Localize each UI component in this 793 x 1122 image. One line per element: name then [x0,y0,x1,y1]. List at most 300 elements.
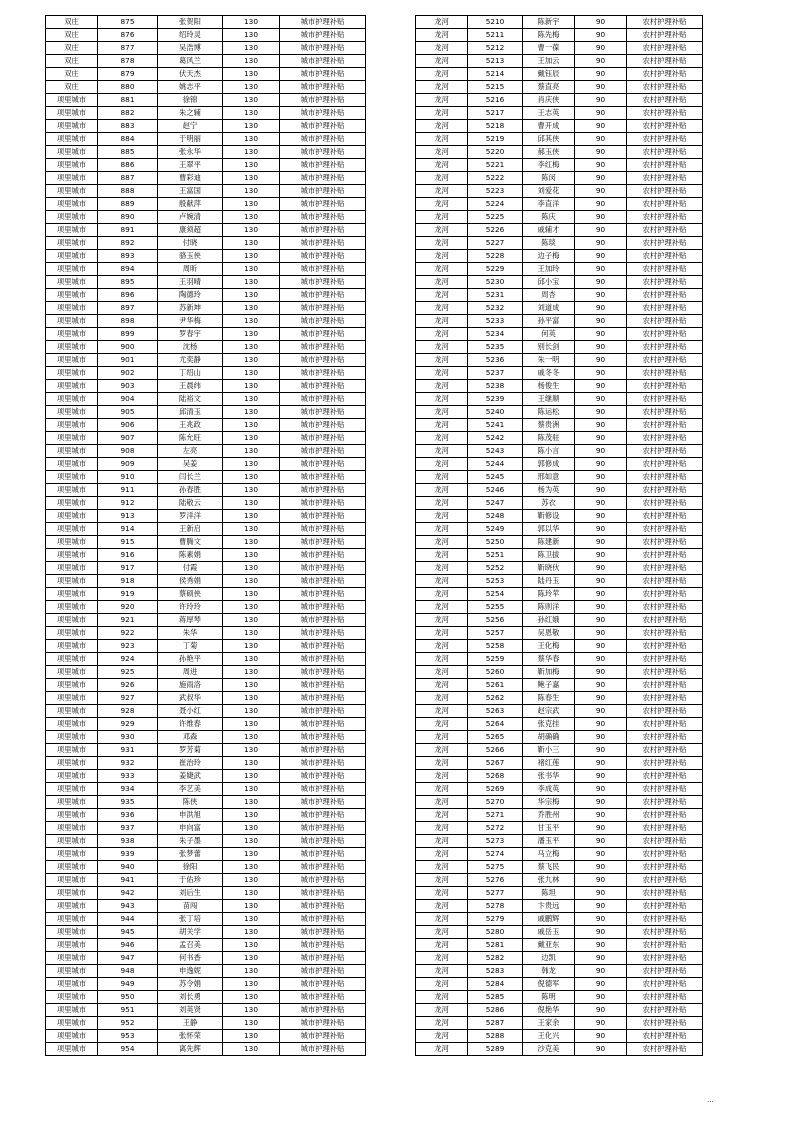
name-cell: 蔡直亮 [523,81,575,94]
town-cell: 龙河 [416,965,468,978]
type-cell: 城市护理补贴 [280,1030,366,1043]
type-cell: 城市护理补贴 [280,302,366,315]
name-cell: 刘英贤 [158,1004,223,1017]
number-cell: 5214 [468,68,523,81]
name-cell: 王富国 [158,185,223,198]
name-cell: 王加云 [523,55,575,68]
town-cell: 龙河 [416,731,468,744]
table-row [46,991,366,1004]
amount-cell: 130 [223,458,280,471]
town-cell: 项里城市 [46,432,98,445]
town-cell: 项里城市 [46,367,98,380]
town-cell: 项里城市 [46,666,98,679]
table-row [416,172,703,185]
type-cell: 城市护理补贴 [280,640,366,653]
table-row [46,939,366,952]
number-cell: 5241 [468,419,523,432]
name-cell: 绍玲灵 [158,29,223,42]
type-cell: 城市护理补贴 [280,406,366,419]
name-cell: 倪艳华 [523,1004,575,1017]
table-row [46,263,366,276]
name-cell: 靳修设 [523,510,575,523]
type-cell: 城市护理补贴 [280,250,366,263]
number-cell: 5218 [468,120,523,133]
name-cell: 罗芳菊 [158,744,223,757]
amount-cell: 130 [223,445,280,458]
number-cell: 5284 [468,978,523,991]
name-cell: 康须超 [158,224,223,237]
amount-cell: 90 [575,133,627,146]
amount-cell: 130 [223,198,280,211]
town-cell: 项里城市 [46,107,98,120]
town-cell: 项里城市 [46,744,98,757]
name-cell: 郭以华 [523,523,575,536]
table-row [46,601,366,614]
town-cell: 项里城市 [46,822,98,835]
name-cell: 陈玲苹 [523,588,575,601]
table-row [46,1043,366,1056]
type-cell: 城市护理补贴 [280,887,366,900]
amount-cell: 130 [223,224,280,237]
table-row [416,302,703,315]
name-cell: 侯秀娟 [158,575,223,588]
right-table [415,15,703,1056]
number-cell: 5285 [468,991,523,1004]
town-cell: 项里城市 [46,172,98,185]
town-cell: 项里城市 [46,913,98,926]
name-cell: 卞贵远 [523,900,575,913]
type-cell: 农村护理补贴 [627,848,703,861]
name-cell: 陈庆 [523,211,575,224]
town-cell: 龙河 [416,835,468,848]
amount-cell: 130 [223,549,280,562]
town-cell: 项里城市 [46,692,98,705]
number-cell: 931 [98,744,158,757]
name-cell: 乔胜州 [523,809,575,822]
number-cell: 950 [98,991,158,1004]
name-cell: 徐阳 [158,861,223,874]
amount-cell: 90 [575,458,627,471]
amount-cell: 130 [223,497,280,510]
number-cell: 903 [98,380,158,393]
town-cell: 龙河 [416,211,468,224]
town-cell: 龙河 [416,42,468,55]
table-row [46,133,366,146]
name-cell: 张九林 [523,874,575,887]
type-cell: 农村护理补贴 [627,432,703,445]
table-row [416,1017,703,1030]
type-cell: 城市护理补贴 [280,315,366,328]
type-cell: 农村护理补贴 [627,406,703,419]
number-cell: 5225 [468,211,523,224]
type-cell: 城市护理补贴 [280,380,366,393]
town-cell: 龙河 [416,666,468,679]
name-cell: 丁菊 [158,640,223,653]
number-cell: 884 [98,133,158,146]
type-cell: 城市护理补贴 [280,1004,366,1017]
name-cell: 张梦蕾 [158,848,223,861]
name-cell: 邱清玉 [158,406,223,419]
town-cell: 龙河 [416,497,468,510]
name-cell: 陈卫拔 [523,549,575,562]
table-row [46,510,366,523]
name-cell: 鲍子嘉 [523,679,575,692]
name-cell: 葛风兰 [158,55,223,68]
amount-cell: 130 [223,29,280,42]
number-cell: 886 [98,159,158,172]
type-cell: 农村护理补贴 [627,757,703,770]
town-cell: 项里城市 [46,1004,98,1017]
amount-cell: 90 [575,835,627,848]
amount-cell: 130 [223,575,280,588]
amount-cell: 90 [575,367,627,380]
number-cell: 939 [98,848,158,861]
table-row [416,978,703,991]
town-cell: 龙河 [416,367,468,380]
amount-cell: 90 [575,81,627,94]
town-cell: 龙河 [416,770,468,783]
name-cell: 戴钰辰 [523,68,575,81]
amount-cell: 130 [223,276,280,289]
type-cell: 城市护理补贴 [280,497,366,510]
amount-cell: 130 [223,796,280,809]
table-row [416,146,703,159]
type-cell: 城市护理补贴 [280,705,366,718]
amount-cell: 130 [223,172,280,185]
town-cell: 项里城市 [46,523,98,536]
name-cell: 陈建新 [523,536,575,549]
town-cell: 项里城市 [46,510,98,523]
number-cell: 947 [98,952,158,965]
amount-cell: 130 [223,679,280,692]
number-cell: 5268 [468,770,523,783]
type-cell: 城市护理补贴 [280,783,366,796]
amount-cell: 90 [575,1017,627,1030]
number-cell: 5229 [468,263,523,276]
number-cell: 5273 [468,835,523,848]
table-row [46,614,366,627]
amount-cell: 130 [223,16,280,29]
number-cell: 5210 [468,16,523,29]
town-cell: 项里城市 [46,718,98,731]
amount-cell: 90 [575,68,627,81]
town-cell: 项里城市 [46,237,98,250]
type-cell: 农村护理补贴 [627,900,703,913]
table-row [416,510,703,523]
table-row [416,692,703,705]
town-cell: 项里城市 [46,601,98,614]
name-cell: 戚鹏辉 [523,913,575,926]
town-cell: 双庄 [46,81,98,94]
name-cell: 周昕 [158,263,223,276]
name-cell: 苗闯 [158,900,223,913]
table-row [46,55,366,68]
type-cell: 农村护理补贴 [627,744,703,757]
number-cell: 5260 [468,666,523,679]
amount-cell: 90 [575,575,627,588]
name-cell: 离先辉 [158,1043,223,1056]
town-cell: 龙河 [416,1030,468,1043]
table-row [46,627,366,640]
amount-cell: 90 [575,94,627,107]
town-cell: 项里城市 [46,809,98,822]
amount-cell: 90 [575,770,627,783]
type-cell: 农村护理补贴 [627,653,703,666]
amount-cell: 130 [223,263,280,276]
type-cell: 农村护理补贴 [627,367,703,380]
type-cell: 城市护理补贴 [280,16,366,29]
number-cell: 913 [98,510,158,523]
table-row [46,536,366,549]
number-cell: 5286 [468,1004,523,1017]
name-cell: 王化兴 [523,1030,575,1043]
table-row [416,1030,703,1043]
number-cell: 879 [98,68,158,81]
table-row [416,458,703,471]
type-cell: 农村护理补贴 [627,809,703,822]
town-cell: 项里城市 [46,445,98,458]
table-row [46,952,366,965]
type-cell: 城市护理补贴 [280,965,366,978]
name-cell: 朱子墨 [158,835,223,848]
type-cell: 农村护理补贴 [627,874,703,887]
town-cell: 项里城市 [46,276,98,289]
town-cell: 项里城市 [46,458,98,471]
number-cell: 5239 [468,393,523,406]
left-table-body [46,16,366,1056]
number-cell: 930 [98,731,158,744]
type-cell: 城市护理补贴 [280,835,366,848]
amount-cell: 130 [223,588,280,601]
town-cell: 项里城市 [46,900,98,913]
type-cell: 城市护理补贴 [280,42,366,55]
name-cell: 陈新宇 [523,16,575,29]
table-row [46,185,366,198]
name-cell: 刘后生 [158,887,223,900]
name-cell: 周杏 [523,289,575,302]
name-cell: 何英 [523,328,575,341]
table-row [416,1004,703,1017]
table-row [416,263,703,276]
number-cell: 923 [98,640,158,653]
name-cell: 李成英 [523,783,575,796]
table-row [416,861,703,874]
table-row [46,367,366,380]
number-cell: 5261 [468,679,523,692]
table-row [46,705,366,718]
amount-cell: 130 [223,250,280,263]
town-cell: 项里城市 [46,159,98,172]
table-row [416,354,703,367]
type-cell: 农村护理补贴 [627,133,703,146]
table-row [46,16,366,29]
town-cell: 龙河 [416,549,468,562]
number-cell: 925 [98,666,158,679]
town-cell: 龙河 [416,185,468,198]
name-cell: 邓森 [158,731,223,744]
type-cell: 农村护理补贴 [627,549,703,562]
amount-cell: 90 [575,809,627,822]
amount-cell: 90 [575,705,627,718]
amount-cell: 130 [223,419,280,432]
amount-cell: 90 [575,861,627,874]
table-row [416,640,703,653]
table-row [416,848,703,861]
town-cell: 项里城市 [46,991,98,1004]
town-cell: 龙河 [416,94,468,107]
number-cell: 914 [98,523,158,536]
name-cell: 靳晓伙 [523,562,575,575]
amount-cell: 90 [575,744,627,757]
number-cell: 5264 [468,718,523,731]
town-cell: 项里城市 [46,757,98,770]
type-cell: 农村护理补贴 [627,146,703,159]
number-cell: 5253 [468,575,523,588]
type-cell: 农村护理补贴 [627,211,703,224]
table-row [416,627,703,640]
amount-cell: 130 [223,1043,280,1056]
number-cell: 5215 [468,81,523,94]
table-row [46,42,366,55]
amount-cell: 90 [575,107,627,120]
name-cell: 戚冬冬 [523,367,575,380]
town-cell: 龙河 [416,861,468,874]
number-cell: 936 [98,809,158,822]
name-cell: 卢婉清 [158,211,223,224]
town-cell: 项里城市 [46,627,98,640]
name-cell: 陈春生 [523,692,575,705]
type-cell: 农村护理补贴 [627,562,703,575]
amount-cell: 90 [575,952,627,965]
town-cell: 龙河 [416,224,468,237]
name-cell: 付霞 [158,562,223,575]
table-row [46,120,366,133]
type-cell: 农村护理补贴 [627,835,703,848]
table-row [46,874,366,887]
amount-cell: 130 [223,211,280,224]
page-mark: ... [707,1096,714,1104]
number-cell: 5255 [468,601,523,614]
amount-cell: 130 [223,185,280,198]
type-cell: 农村护理补贴 [627,81,703,94]
table-row [46,289,366,302]
amount-cell: 130 [223,835,280,848]
name-cell: 刘道成 [523,302,575,315]
type-cell: 城市护理补贴 [280,432,366,445]
number-cell: 5232 [468,302,523,315]
number-cell: 5267 [468,757,523,770]
amount-cell: 90 [575,185,627,198]
type-cell: 农村护理补贴 [627,822,703,835]
name-cell: 许维春 [158,718,223,731]
number-cell: 949 [98,978,158,991]
type-cell: 农村护理补贴 [627,861,703,874]
table-row [46,549,366,562]
number-cell: 906 [98,419,158,432]
number-cell: 5275 [468,861,523,874]
amount-cell: 90 [575,315,627,328]
number-cell: 5227 [468,237,523,250]
table-row [46,926,366,939]
type-cell: 农村护理补贴 [627,159,703,172]
amount-cell: 90 [575,549,627,562]
table-row [46,29,366,42]
name-cell: 郭修成 [523,458,575,471]
number-cell: 911 [98,484,158,497]
name-cell: 王继顺 [523,393,575,406]
town-cell: 龙河 [416,783,468,796]
town-cell: 双庄 [46,29,98,42]
type-cell: 农村护理补贴 [627,16,703,29]
amount-cell: 130 [223,965,280,978]
amount-cell: 90 [575,159,627,172]
type-cell: 城市护理补贴 [280,614,366,627]
town-cell: 龙河 [416,601,468,614]
name-cell: 李艺美 [158,783,223,796]
table-row [46,159,366,172]
town-cell: 项里城市 [46,185,98,198]
amount-cell: 90 [575,887,627,900]
amount-cell: 90 [575,640,627,653]
type-cell: 农村护理补贴 [627,939,703,952]
town-cell: 项里城市 [46,575,98,588]
number-cell: 896 [98,289,158,302]
town-cell: 项里城市 [46,341,98,354]
name-cell: 施雨洛 [158,679,223,692]
name-cell: 褚红莲 [523,757,575,770]
type-cell: 农村护理补贴 [627,627,703,640]
number-cell: 5252 [468,562,523,575]
town-cell: 龙河 [416,926,468,939]
number-cell: 5248 [468,510,523,523]
number-cell: 5231 [468,289,523,302]
type-cell: 农村护理补贴 [627,926,703,939]
town-cell: 项里城市 [46,705,98,718]
table-row [416,289,703,302]
type-cell: 农村护理补贴 [627,380,703,393]
number-cell: 927 [98,692,158,705]
table-row [416,315,703,328]
amount-cell: 130 [223,770,280,783]
type-cell: 城市护理补贴 [280,562,366,575]
name-cell: 曹开成 [523,120,575,133]
table-row [46,172,366,185]
type-cell: 城市护理补贴 [280,198,366,211]
table-row [416,809,703,822]
type-cell: 农村护理补贴 [627,913,703,926]
table-row [46,887,366,900]
town-cell: 龙河 [416,107,468,120]
town-cell: 龙河 [416,588,468,601]
amount-cell: 90 [575,55,627,68]
number-cell: 5271 [468,809,523,822]
table-row [46,406,366,419]
number-cell: 877 [98,42,158,55]
amount-cell: 130 [223,380,280,393]
name-cell: 杨俊生 [523,380,575,393]
number-cell: 890 [98,211,158,224]
amount-cell: 130 [223,328,280,341]
number-cell: 909 [98,458,158,471]
amount-cell: 130 [223,926,280,939]
town-cell: 龙河 [416,1004,468,1017]
name-cell: 孙春胜 [158,484,223,497]
table-row [46,666,366,679]
type-cell: 城市护理补贴 [280,874,366,887]
number-cell: 5217 [468,107,523,120]
amount-cell: 90 [575,614,627,627]
amount-cell: 90 [575,432,627,445]
